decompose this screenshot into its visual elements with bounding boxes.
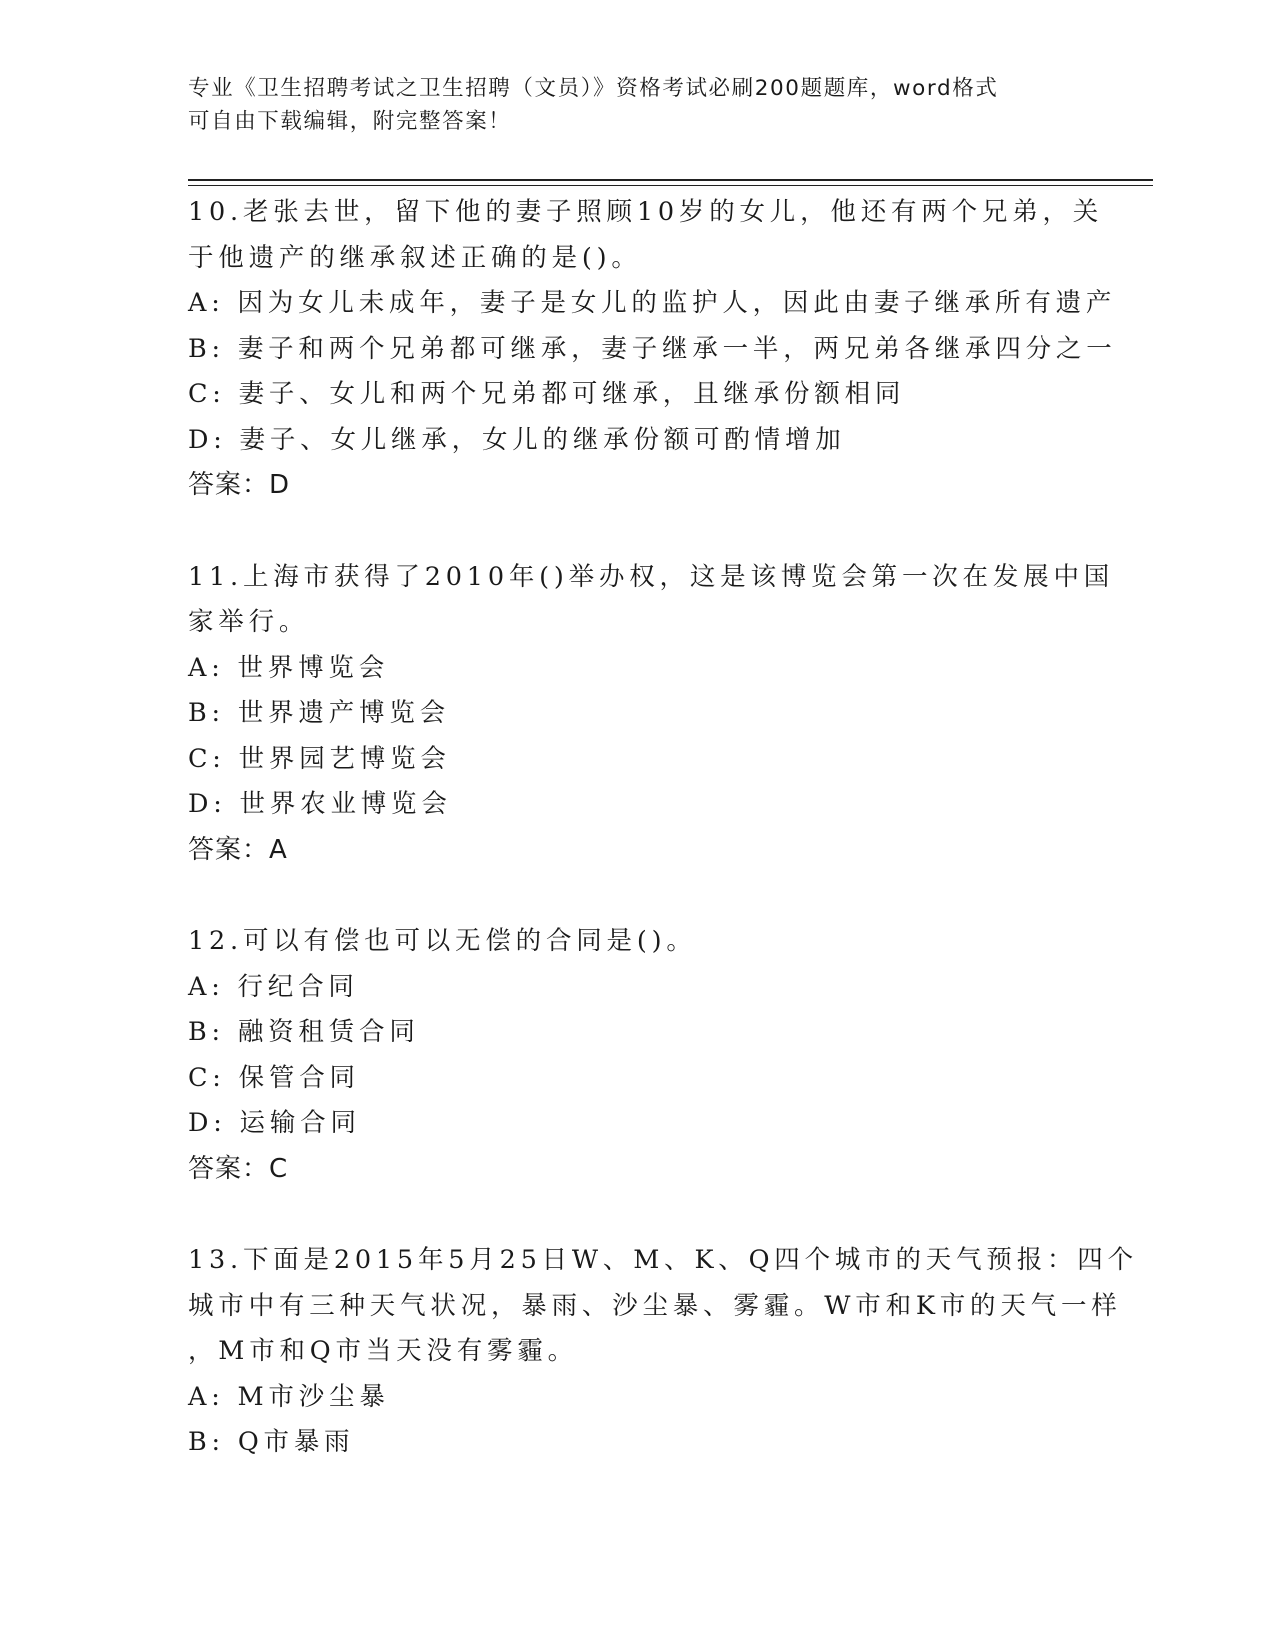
option-c: C: 世界园艺博览会 xyxy=(188,743,451,774)
option-b: B: Q市暴雨 xyxy=(188,1427,355,1457)
document-header xyxy=(188,72,1088,138)
option-a: A: 因为女儿未成年，妻子是女儿的监护人，因此由妻子继承所有遗产 xyxy=(188,288,1117,318)
question-stem-line: 12.可以有偿也可以无偿的合同是()。 xyxy=(188,926,697,956)
question-stem-line: 11.上海市获得了2010年()举办权，这是该博览会第一次在发展中国 xyxy=(188,561,1115,592)
question-stem-line: 家举行。 xyxy=(188,607,310,637)
question-stem-line: 10.老张去世，留下他的妻子照顾10岁的女儿，他还有两个兄弟，关 xyxy=(188,197,1104,227)
answer-label: 答案：D xyxy=(188,470,291,500)
option-c: C: 妻子、女儿和两个兄弟都可继承，且继承份额相同 xyxy=(188,379,906,409)
question-10 xyxy=(188,190,1117,509)
header-line-2: 可自由下载编辑，附完整答案！ xyxy=(188,109,512,134)
option-d: D: 世界农业博览会 xyxy=(188,789,452,819)
question-stem-line: 13.下面是2015年5月25日W、M、K、Q四个城市的天气预报：四个 xyxy=(188,1245,1138,1275)
option-b: B: 妻子和两个兄弟都可继承，妻子继承一半，两兄弟各继承四分之一 xyxy=(188,333,1117,364)
option-a: A: 行纪合同 xyxy=(188,971,359,1002)
option-a: A: M市沙尘暴 xyxy=(188,1381,390,1412)
question-stem-line: 城市中有三种天气状况，暴雨、沙尘暴、雾霾。W市和K市的天气一样 xyxy=(188,1290,1122,1321)
option-b: B: 融资租赁合同 xyxy=(188,1017,420,1047)
question-12 xyxy=(188,919,1093,1192)
header-divider-thick xyxy=(188,179,1153,181)
question-stem-line: ，M市和Q市当天没有雾霾。 xyxy=(188,1336,578,1366)
question-11 xyxy=(188,555,1115,874)
question-13 xyxy=(188,1238,1138,1466)
question-stem-line: 于他遗产的继承叙述正确的是()。 xyxy=(188,242,642,273)
header-divider-thin xyxy=(188,185,1153,186)
option-a: A: 世界博览会 xyxy=(188,652,390,683)
option-b: B: 世界遗产博览会 xyxy=(188,698,450,728)
option-d: D: 运输合同 xyxy=(188,1108,361,1138)
answer-label: 答案：C xyxy=(188,1153,289,1184)
option-c: C: 保管合同 xyxy=(188,1062,360,1093)
answer-label: 答案：A xyxy=(188,834,288,865)
header-line-1: 专业《卫生招聘考试之卫生招聘（文员）》资格考试必刷200题题库，word格式 xyxy=(188,76,999,101)
question-list xyxy=(188,190,1138,1512)
option-d: D: 妻子、女儿继承，女儿的继承份额可酌情增加 xyxy=(188,424,846,455)
